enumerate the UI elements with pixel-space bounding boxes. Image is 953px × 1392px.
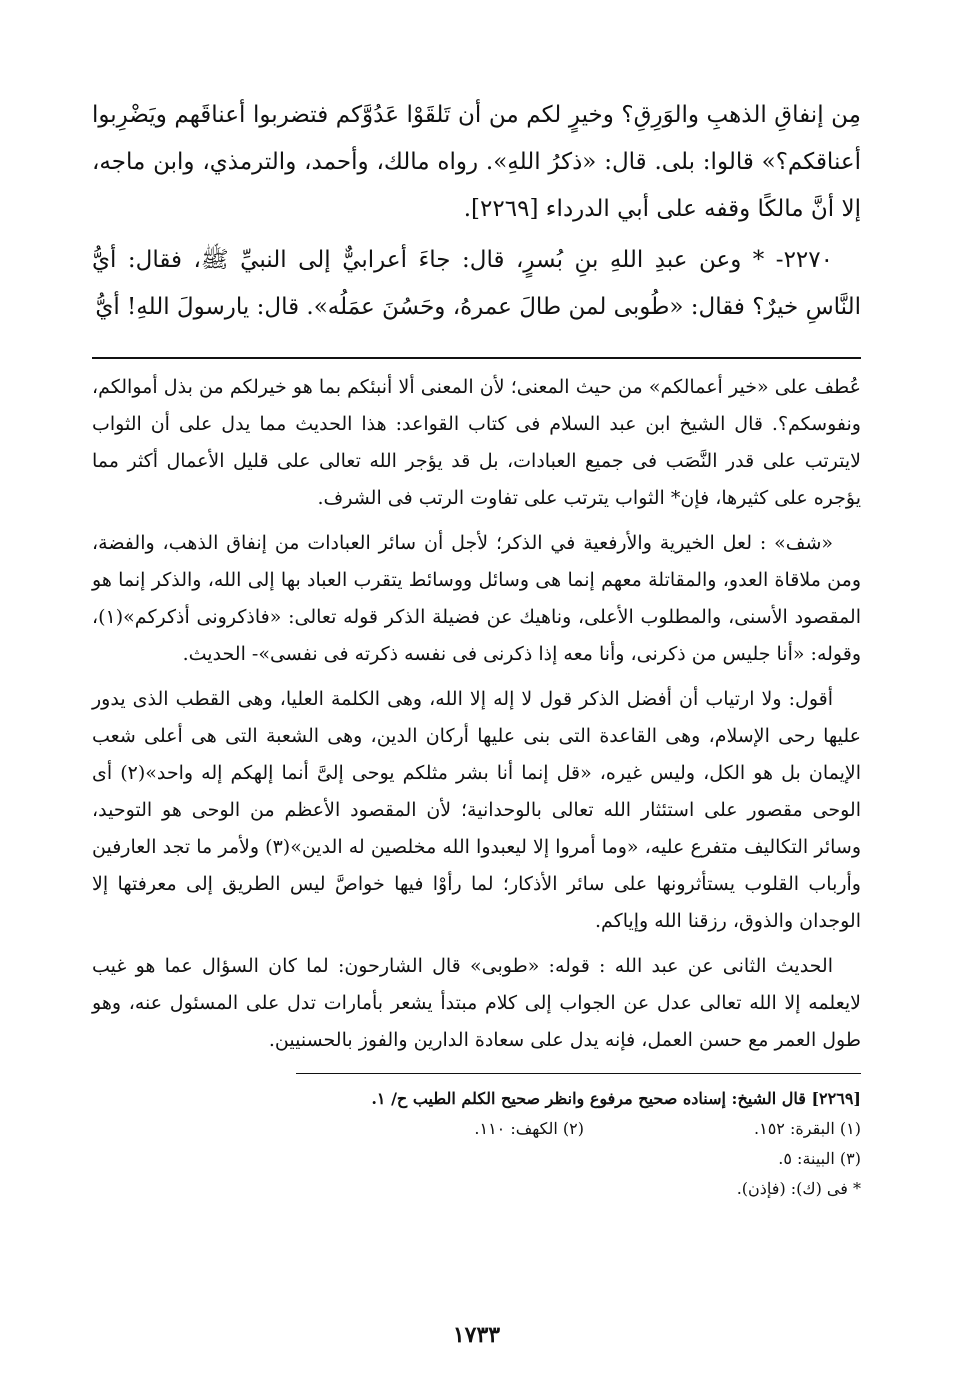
footnotes: [92, 1073, 861, 1204]
sheikh-footnote: [٢٢٦٩] قال الشيخ: إسناده صحيح مرفوع وانظر صحيح الكلم الطيب ح/ ١.: [371, 1089, 861, 1108]
separator-rule: [92, 357, 861, 359]
footnote-rule: [296, 1073, 861, 1074]
commentary-paragraph-1: عُطف على «خير أعمالكم» من حيث المعنى؛ لأن المعنى ألا أنبئكم بما هو خيرلكم من بذل أموالكم، ونفوسكم؟. قال الشيخ ابن عبد السلام فى كتاب القواعد: هذا الحديث مما يدل على أن الثواب لايترتب على قدر النَّصَب فى جميع العبادات، بل قد يؤجر الله تعالى على قليل الأعمال أكثر مما يؤجره على كثيرها، فإن* الثواب يترتب على تفاوت الرتب فى الشرف.: [92, 376, 861, 509]
footnote-1: (١) البقرة: ١٥٢.: [754, 1119, 861, 1138]
commentary-paragraph-2: «شف» : لعل الخيرية والأرفعية في الذكر؛ لأجل أن سائر العبادات من إنفاق الذهب، والفضة، ومن ملاقاة العدو، والمقاتلة معهم إنما هى وسائل ووسائط يتقرب العباد بها إلى الله، والذكر إنما هو المقصود الأسنى، والمطلوب الأعلى، وناهيك عن فضيلة الذكر قوله تعالى: «فاذكرونى أذكركم»(١)، وقوله: «أنا جليس من ذكرنى، وأنا معه إذا ذكرنى فى نفسه ذكرته فى نفسى»- الحديث.: [92, 532, 861, 665]
hadith-text: [92, 92, 861, 331]
hadith-paragraph-2: ٢٢٧٠- * وعن عبدِ اللهِ بنِ بُسرٍ، قال: جاءَ أعرابيٌّ إلى النبيِّ ﷺ، فقال: أيُّ النَّاسِ خيرٌ؟ فقال: «طُوبى لمن طالَ عمرهُ، وحَسُنَ عمَلُه». قال: يارسولَ اللهِ! أيُّ: [92, 247, 861, 320]
footnote-3: (٣) البينة: ٥.: [778, 1149, 861, 1168]
hadith-paragraph-1: مِن إنفاقِ الذهبِ والوَرِقِ؟ وخيرٍ لكم من أن تَلقَوْا عَدُوَّكم فتضربوا أعناقَهم ويَضْرِبوا أعناقكم؟» قالوا: بلى. قال: «ذكرُ اللهِ». رواه مالك، وأحمد، والترمذي، وابن ماجه، إلا أنَّ مالكًا وقفه على أبي الدرداء [٢٢٦٩].: [92, 102, 861, 222]
footnote-4: * فى (ك): (فإذن).: [736, 1179, 861, 1198]
commentary-section: [92, 369, 861, 1059]
commentary-paragraph-3: أقول: ولا ارتياب أن أفضل الذكر قول لا إله إلا الله، وهى الكلمة العليا، وهى القطب الذى يدور عليها رحى الإسلام، وهى القاعدة التى بنى عليها أركان الدين، وهى الشعبة التى هى أعلى شعب الإيمان بل هو الكل، وليس غيره، «قل إنما أنا بشر مثلكم يوحى إلىَّ أنما إلهكم إله واحد»(٢) أى الوحى مقصور على استئثار الله تعالى بالوحدانية؛ لأن المقصود الأعظم من الوحى هو التوحيد، وسائر التكاليف متفرع عليه، «وما أمروا إلا ليعبدوا الله مخلصين له الدين»(٣) ولأمر ما تجد العارفين وأرباب القلوب يستأثرونها على سائر الأذكار؛ لما رأوْا فيها خواصَّ ليس الطريق إلى معرفتها إلا الوجدان والذوق، رزقنا الله وإياكم.: [92, 688, 861, 932]
footnote-row: [92, 1114, 861, 1144]
footnote-2: (٢) الكهف: ١١٠.: [474, 1119, 585, 1138]
page-number: ١٧٣٣: [452, 1322, 501, 1348]
commentary-paragraph-4: الحديث الثانى عن عبد الله : قوله: «طوبى» قال الشارحون: لما كان السؤال عما هو غيب لايعلمه إلا الله تعالى عدل عن الجواب إلى كلام مبتدأ يشعر بأمارات تدل على المسئول عنه، وهو طول العمر مع حسن العمل، فإنه يدل على سعادة الدارين والفوز بالحسنيين.: [92, 955, 861, 1051]
